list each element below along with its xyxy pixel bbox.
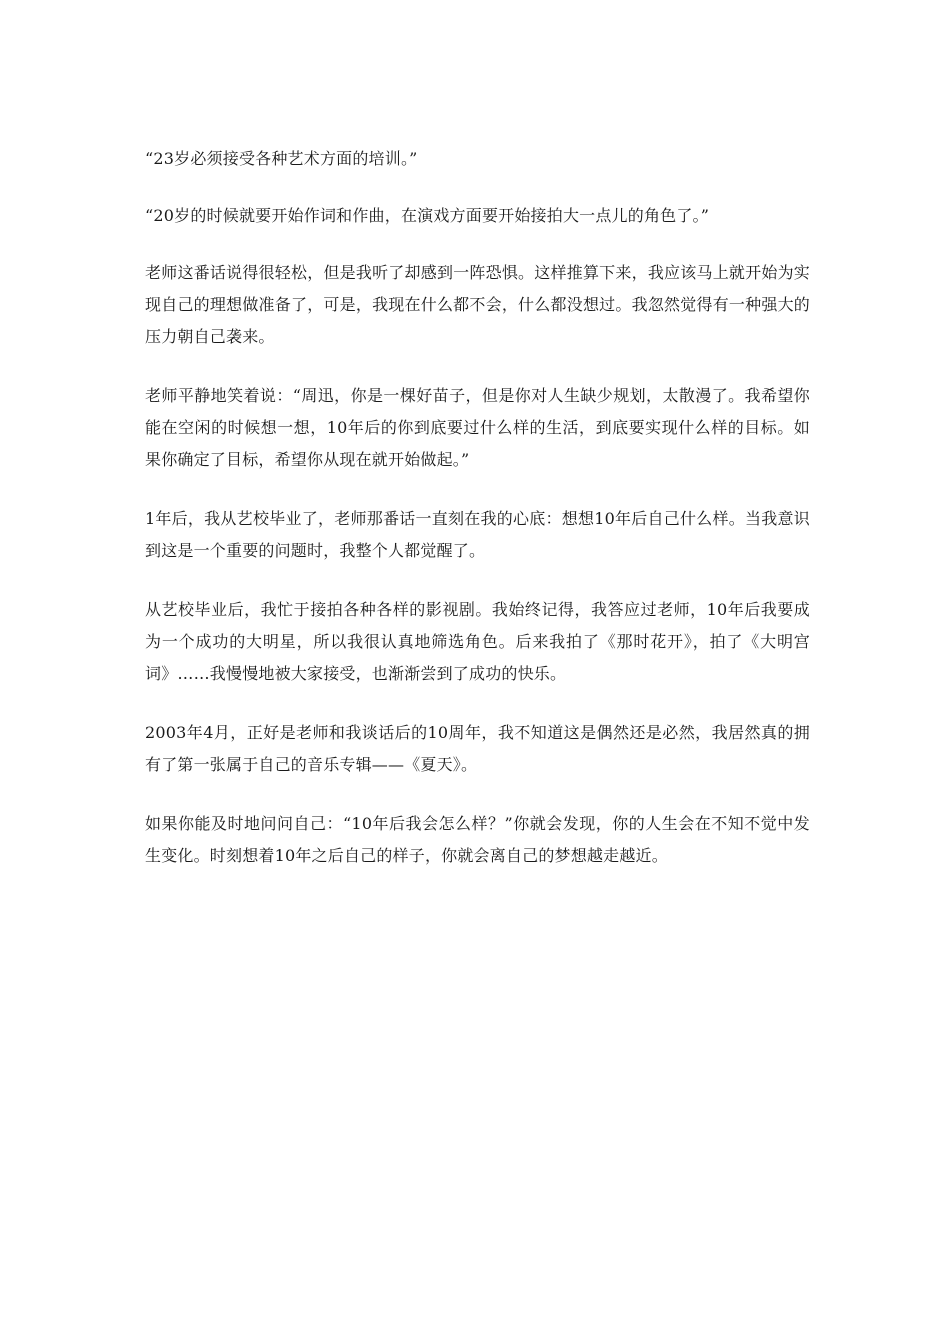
paragraph: 1年后，我从艺校毕业了，老师那番话一直刻在我的心底：想想10年后自己什么样。当我意识到这是一个重要的问题时，我整个人都觉醒了。: [145, 509, 810, 560]
paragraph: “20岁的时候就要开始作词和作曲，在演戏方面要开始接拍大一点儿的角色了。”: [145, 206, 710, 225]
paragraph: 老师平静地笑着说：“周迅，你是一棵好苗子，但是你对人生缺少规划，太散漫了。我希望你能在空闲的时候想一想，10年后的你到底要过什么样的生活，到底要实现什么样的目标。如果你确定了目标，希望你从现在就开始做起。”: [145, 386, 810, 469]
article-body: [145, 143, 810, 899]
paragraph: 如果你能及时地问问自己：“10年后我会怎么样？”你就会发现，你的人生会在不知不觉中发生变化。时刻想着10年之后自己的样子，你就会离自己的梦想越走越近。: [145, 814, 810, 865]
paragraph: “23岁必须接受各种艺术方面的培训。”: [145, 149, 418, 168]
paragraph: 老师这番话说得很轻松，但是我听了却感到一阵恐惧。这样推算下来，我应该马上就开始为实现自己的理想做准备了，可是，我现在什么都不会，什么都没想过。我忽然觉得有一种强大的压力朝自己袭来。: [145, 263, 810, 346]
paragraph: 2003年4月，正好是老师和我谈话后的10周年，我不知道这是偶然还是必然，我居然真的拥有了第一张属于自己的音乐专辑——《夏天》。: [145, 723, 810, 774]
paragraph: 从艺校毕业后，我忙于接拍各种各样的影视剧。我始终记得，我答应过老师，10年后我要成为一个成功的大明星，所以我很认真地筛选角色。后来我拍了《那时花开》，拍了《大明宫词》……我慢慢地被大家接受，也渐渐尝到了成功的快乐。: [145, 600, 810, 683]
